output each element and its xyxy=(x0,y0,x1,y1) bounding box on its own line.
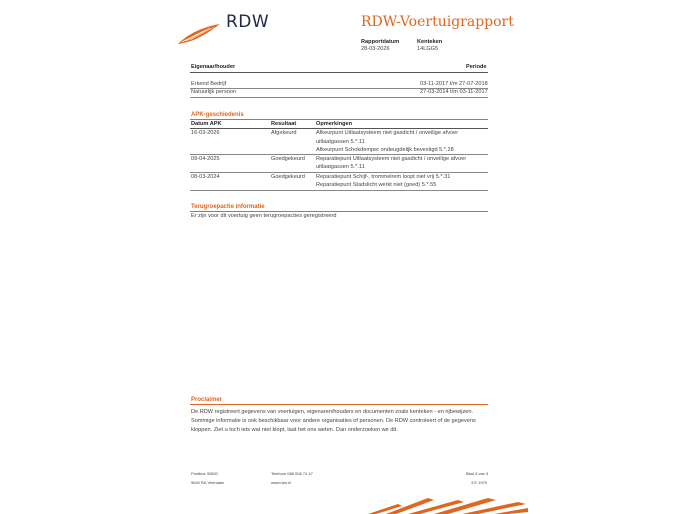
disclaimer-title: Proclaimer xyxy=(191,397,223,403)
owner-row-2-period: 27-03-2014 t/m 03-11-2017 xyxy=(420,89,488,95)
period-column-header: Periode xyxy=(466,64,487,70)
apk-date-header: Datum APK xyxy=(191,121,222,127)
footer-city: 9640 RA Veendam xyxy=(191,480,225,485)
disclaimer-line-3: kloppen. Ziet u toch iets wat niet klopt, laat het ons weten. Dan onderzoeken we dit. xyxy=(191,427,398,433)
apk-result: Afgekeurd xyxy=(271,130,297,136)
kenteken-value: 14LGG5 xyxy=(417,46,439,52)
kenteken-label: Kenteken xyxy=(417,39,443,45)
apk-remark: Reparatiepunt Schijf-, trommelrem loopt niet vrij 5.*.31 xyxy=(316,174,451,180)
owners-header-rule xyxy=(190,72,488,73)
apk-section-title: APK-geschiedenis xyxy=(191,112,244,118)
apk-remark: Reparatiepunt Uitlaatsysteem niet gasdicht / onveilige afvoer xyxy=(316,156,467,162)
apk-result: Goedgekeurd xyxy=(271,174,305,180)
footer-phone: Telefoon 088 008 74 47 xyxy=(271,471,313,476)
recall-title-rule xyxy=(190,211,488,212)
apk-remark: Afkeurpunt Schokdemper ondeugdelijk bevestigd 5.*.28 xyxy=(316,147,454,153)
apk-remarks-header: Opmerkingen xyxy=(316,121,353,127)
apk-remark: Afkeurpunt Uitlaatsysteem niet gasdicht / onveilige afvoer xyxy=(316,130,459,136)
apk-bottom-rule xyxy=(190,190,488,191)
rdw-feather-logo-icon xyxy=(176,22,222,46)
apk-result: Goedgekeurd xyxy=(271,156,305,162)
brand-name: RDW xyxy=(226,12,270,32)
owner-row-2-name: Natuurlijk persoon xyxy=(191,89,237,95)
footer-code: 3 E 1979 xyxy=(471,480,488,485)
footer-postbus: Postbus 30000 xyxy=(191,471,218,476)
apk-date: 09-04-2025 xyxy=(191,156,220,162)
footer-page: Blad 3 van 3 xyxy=(466,471,489,476)
apk-date: 08-03-2024 xyxy=(191,174,220,180)
apk-remark: Reparatiepunt Stadslicht werkt niet (goed) 5.*.55 xyxy=(316,182,437,188)
apk-remark: uitlaatgassen 5.*.11 xyxy=(316,164,365,170)
rdw-stripes-icon xyxy=(368,496,528,514)
apk-date: 16-03-2026 xyxy=(191,130,220,136)
owners-bottom-rule xyxy=(190,97,488,98)
apk-result-header: Resultaat xyxy=(271,121,297,127)
owner-column-header: Eigenaar/houder xyxy=(191,64,236,70)
apk-title-rule xyxy=(190,119,488,120)
recall-text: Er zijn voor dit voertuig geen terugroepacties geregistreerd xyxy=(191,213,337,219)
owner-row-1-period: 03-11-2017 t/m 27-07-2018 xyxy=(420,81,488,87)
footer-website[interactable]: www.rdw.nl xyxy=(271,480,292,485)
disclaimer-rule xyxy=(190,404,488,405)
disclaimer-line-1: De RDW registreert gegevens van voertuigen, eigenaren/houders en documenten zoals kenteken - en rijbewijzen. xyxy=(191,409,474,415)
report-title: RDW-Voertuigrapport xyxy=(361,14,514,30)
recall-section-title: Terugroepactie informatie xyxy=(191,204,265,210)
rapportdatum-value: 28-03-2026 xyxy=(361,46,390,52)
rapportdatum-label: Rapportdatum xyxy=(361,39,400,45)
disclaimer-line-2: Sommige informatie is ook beschikbaar voor andere organisaties of personen. De RDW controleert of de gegevens xyxy=(191,418,476,424)
apk-remark: uitlaatgassen 5.*.11 xyxy=(316,139,365,145)
owner-row-1-name: Erkend Bedrijf xyxy=(191,81,227,87)
